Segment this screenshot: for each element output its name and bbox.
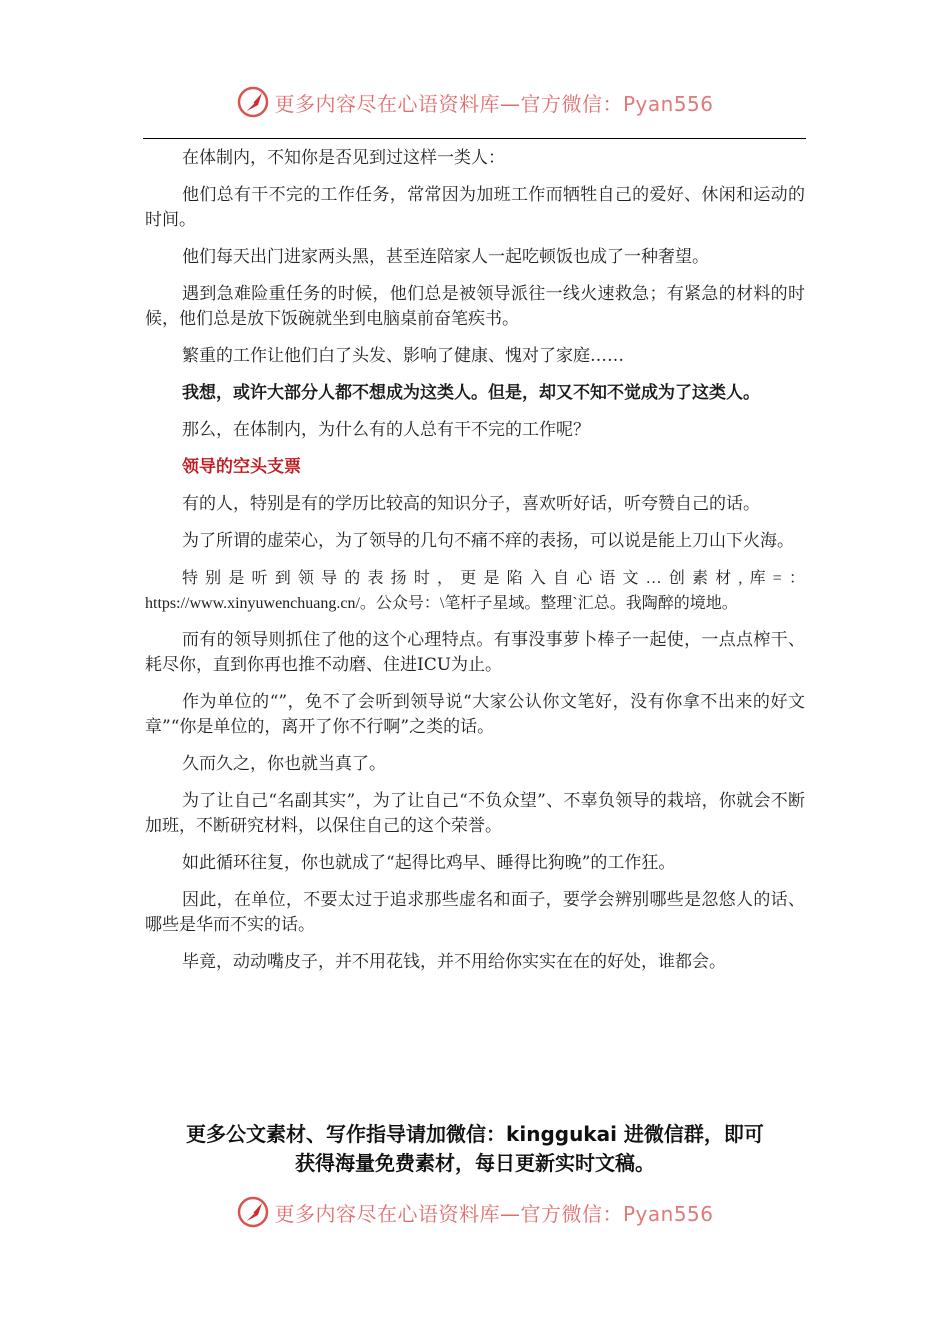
paragraph: 因此，在单位，不要太过于追求那些虚名和面子，要学会辨别哪些是忽悠人的话、哪些是华而不实的话。 xyxy=(145,890,805,935)
paragraph: 为了所谓的虚荣心，为了领导的几句不痛不痒的表扬，可以说是能上刀山下火海。 xyxy=(182,531,794,551)
footer-banner xyxy=(0,1192,950,1232)
banner-wechat-id: Pyan556 xyxy=(622,91,714,116)
section-heading: 领导的空头支票 xyxy=(182,457,301,477)
paragraph: 繁重的工作让他们白了头发、影响了健康、愧对了家庭…… xyxy=(182,346,624,366)
promo-line-1: 更多公文素材、写作指导请加微信：kinggukai 进微信群，即可 xyxy=(186,1122,764,1146)
paragraph: 有的人，特别是有的学历比较高的知识分子，喜欢听好话，听夸赞自己的话。 xyxy=(182,494,760,514)
article-body xyxy=(145,146,805,987)
banner-text: 更多内容尽在心语资料库—官方微信：Pyan556 xyxy=(274,1201,714,1226)
paragraph: 如此循环往复，你也就成了“起得比鸡早、睡得比狗晚”的工作狂。 xyxy=(182,853,676,873)
watermark-paragraph: 特别是听到领导的表扬时，更是陷入自心语文…创素材,库=：https://www.xinyuwenchuang.cn/。公众号：\笔杆子星域。整理`汇总。我陶醉的境地。 xyxy=(145,570,805,612)
paragraph: 他们总有干不完的工作任务，常常因为加班工作而牺牲自己的爱好、休闲和运动的时间。 xyxy=(145,185,805,230)
quill-pen-logo-icon xyxy=(236,1195,270,1229)
paragraph: 而有的领导则抓住了他的这个心理特点。有事没事萝卜棒子一起使，一点点榨干、耗尽你，直到你再也推不动磨、住进ICU为止。 xyxy=(145,630,805,675)
banner-text: 更多内容尽在心语资料库—官方微信：Pyan556 xyxy=(274,91,714,116)
paragraph: 他们每天出门进家两头黑，甚至连陪家人一起吃顿饭也成了一种奢望。 xyxy=(182,247,709,267)
paragraph: 为了让自己“名副其实”，为了让自己“不负众望”、不辜负领导的栽培，你就会不断加班，不断研究材料，以保住自己的这个荣誉。 xyxy=(145,791,805,836)
promo-block xyxy=(140,1120,810,1178)
promo-line-2: 获得海量免费素材，每日更新实时文稿。 xyxy=(295,1151,655,1175)
header-banner xyxy=(0,82,950,122)
quill-pen-logo-icon xyxy=(236,85,270,119)
paragraph: 在体制内，不知你是否见到过这样一类人： xyxy=(182,148,505,168)
bold-paragraph: 我想，或许大部分人都不想成为这类人。但是，却又不知不觉成为了这类人。 xyxy=(182,383,760,403)
paragraph: 毕竟，动动嘴皮子，并不用花钱，并不用给你实实在在的好处，谁都会。 xyxy=(182,952,726,972)
header-divider xyxy=(143,138,806,139)
paragraph: 作为单位的“”，免不了会听到领导说“大家公认你文笔好，没有你拿不出来的好文章”“你是单位的，离开了你不行啊”之类的话。 xyxy=(145,692,805,737)
paragraph: 那么，在体制内，为什么有的人总有干不完的工作呢？ xyxy=(182,420,590,440)
paragraph: 久而久之，你也就当真了。 xyxy=(182,754,386,774)
paragraph: 遇到急难险重任务的时候，他们总是被领导派往一线火速救急；有紧急的材料的时候，他们总是放下饭碗就坐到电脑桌前奋笔疾书。 xyxy=(145,284,805,329)
banner-wechat-id: Pyan556 xyxy=(622,1201,714,1226)
